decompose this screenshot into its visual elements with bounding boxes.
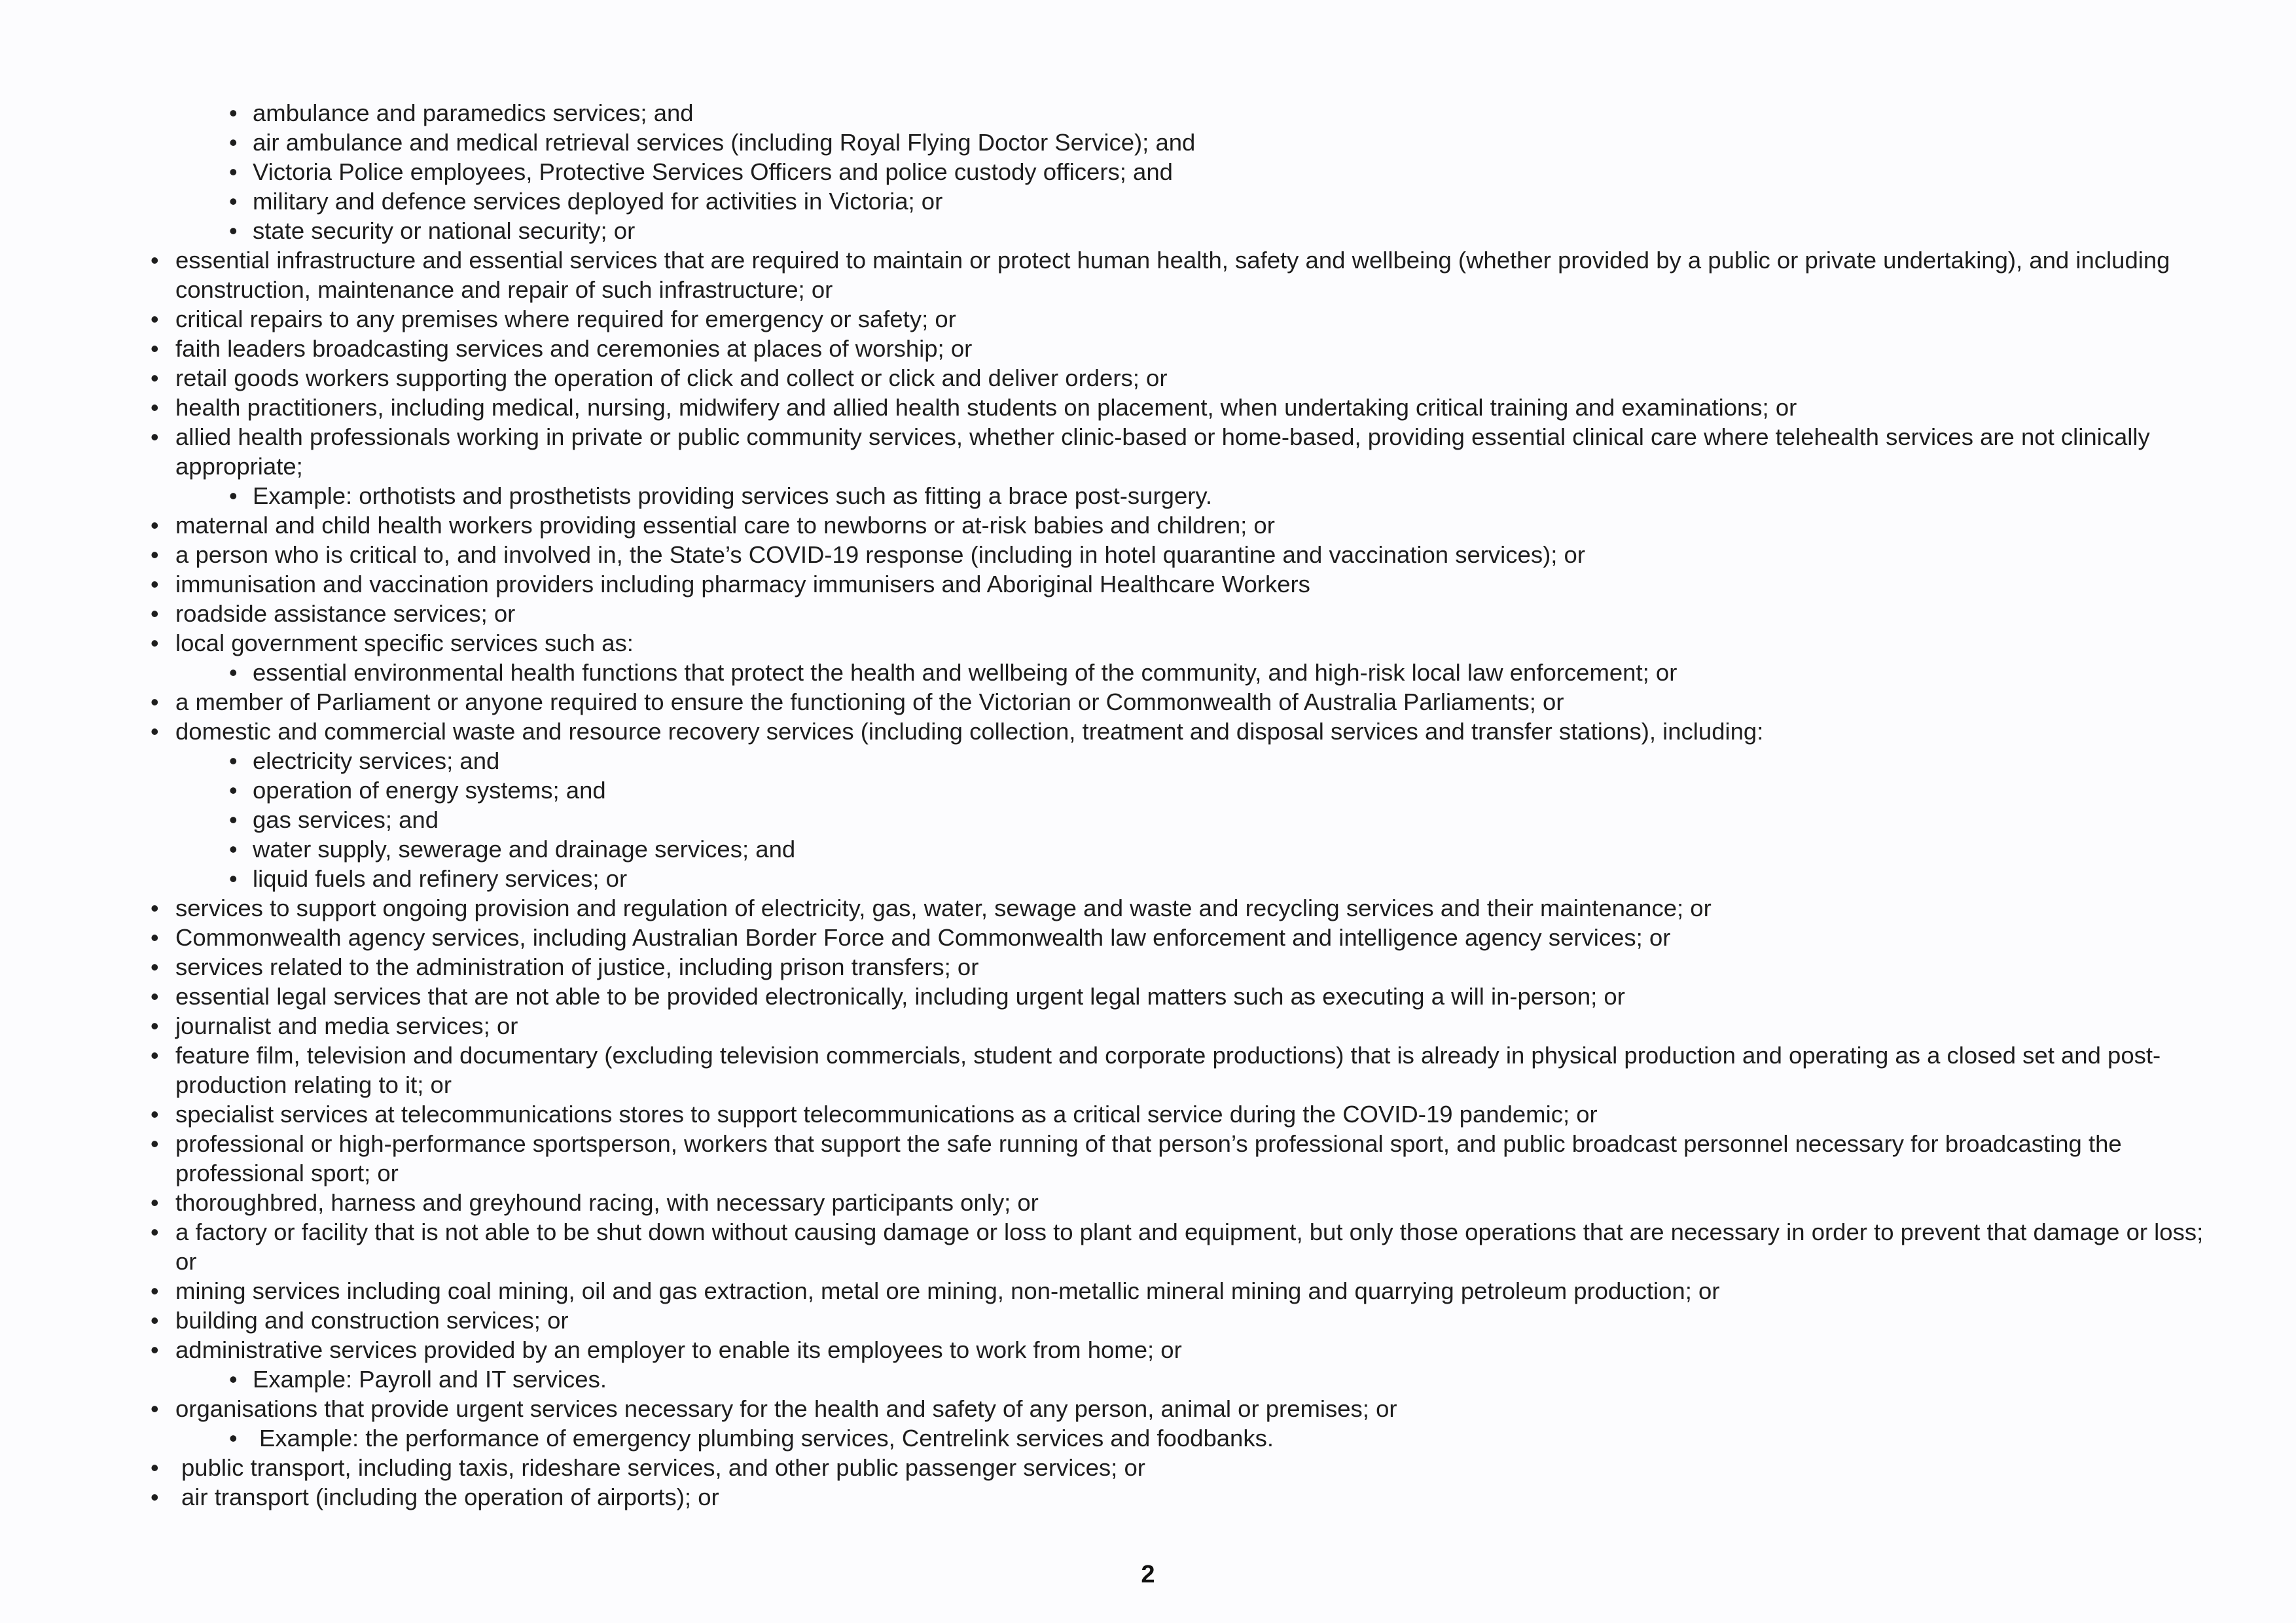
sub-list-item — [0, 658, 2210, 687]
list-item-text: specialist services at telecommunications stores to support telecommunications as a critical service during the COVID-19 pandemic; or — [175, 1101, 1598, 1128]
bullet-icon: • — [229, 659, 238, 686]
bullet-icon: • — [151, 1336, 159, 1363]
list-item — [0, 334, 2211, 363]
list-item-text: Victoria Police employees, Protective Services Officers and police custody officers; and — [253, 158, 1173, 185]
list-item — [0, 363, 2211, 393]
list-item — [0, 1276, 2211, 1306]
list-item-text: Example: Payroll and IT services. — [253, 1366, 607, 1393]
bullet-icon: • — [229, 129, 238, 156]
sub-list-item — [0, 98, 2210, 128]
list-item — [0, 1011, 2211, 1041]
bullet-icon: • — [151, 541, 159, 568]
list-item — [0, 923, 2211, 952]
list-item-text: liquid fuels and refinery services; or — [253, 865, 628, 892]
list-item-text: services related to the administration of justice, including prison transfers; or — [175, 954, 979, 980]
sub-list-item — [0, 128, 2210, 157]
bullet-icon: • — [151, 924, 159, 951]
list-item — [0, 1041, 2211, 1099]
list-item — [0, 1482, 2217, 1512]
bullet-icon: • — [151, 1189, 159, 1216]
bullet-icon: • — [151, 718, 159, 745]
list-item — [0, 1335, 2211, 1364]
list-item-text: ambulance and paramedics services; and — [253, 99, 694, 126]
list-item-text: building and construction services; or — [175, 1307, 569, 1334]
bullet-icon: • — [151, 512, 159, 539]
list-item-text: air ambulance and medical retrieval services (including Royal Flying Doctor Service); and — [253, 129, 1196, 156]
list-item-text: services to support ongoing provision and regulation of electricity, gas, water, sewage and waste and recycling services and their maintenance; or — [175, 895, 1712, 921]
bullet-icon: • — [229, 806, 238, 833]
list-item — [0, 304, 2211, 334]
list-item — [0, 982, 2211, 1011]
bullet-icon: • — [151, 1101, 159, 1128]
list-item-text: health practitioners, including medical, nursing, midwifery and allied health students on placement, when undertaking critical training and examinations; or — [175, 394, 1797, 421]
bullet-icon: • — [229, 836, 238, 863]
list-item-text: professional or high-performance sportsperson, workers that support the safe running of that person’s professional sport, and public broadcast personnel necessary for broadcasting the professional sport; or — [175, 1130, 2122, 1186]
list-item-text: immunisation and vaccination providers including pharmacy immunisers and Aboriginal Healthcare Workers — [175, 571, 1310, 597]
bullet-icon: • — [151, 1042, 159, 1069]
bullet-icon: • — [151, 1277, 159, 1304]
bullet-icon: • — [229, 865, 238, 892]
bullet-icon: • — [151, 1484, 159, 1510]
bullet-icon: • — [229, 99, 238, 126]
list-item-text: mining services including coal mining, oil and gas extraction, metal ore mining, non-metallic mineral mining and quarrying petroleum production; or — [175, 1277, 1720, 1304]
list-item — [0, 1129, 2211, 1188]
list-item-text: a person who is critical to, and involved in, the State’s COVID-19 response (including in hotel quarantine and vaccination services); or — [175, 541, 1585, 568]
bullet-icon: • — [151, 954, 159, 980]
list-item — [0, 245, 2211, 304]
bullet-icon: • — [151, 1012, 159, 1039]
list-item-text: critical repairs to any premises where required for emergency or safety; or — [175, 306, 956, 332]
sub-list-item — [0, 1423, 2216, 1453]
list-item-text: gas services; and — [253, 806, 439, 833]
sub-list-item — [0, 157, 2210, 187]
sub-list-item — [0, 746, 2210, 776]
list-item-text: military and defence services deployed for activities in Victoria; or — [253, 188, 943, 215]
list-item-text: essential legal services that are not able to be provided electronically, including urgent legal matters such as executing a will in-person; or — [175, 983, 1625, 1010]
list-item-text: faith leaders broadcasting services and ceremonies at places of worship; or — [175, 335, 973, 362]
list-item — [0, 393, 2211, 422]
list-item-text: electricity services; and — [253, 747, 500, 774]
sub-list-item — [0, 481, 2210, 510]
bullet-icon: • — [229, 482, 238, 509]
list-item-text: a factory or facility that is not able to be shut down without causing damage or loss to plant and equipment, but only those operations that are necessary in order to prevent that damage or loss; or — [175, 1219, 2204, 1275]
list-item — [0, 687, 2211, 717]
list-item — [0, 599, 2211, 628]
bullet-icon: • — [151, 1219, 159, 1245]
list-item — [0, 422, 2211, 481]
list-item-text: local government specific services such as: — [175, 630, 634, 656]
list-item — [0, 1217, 2211, 1276]
bullet-icon: • — [151, 1307, 159, 1334]
list-item-text: thoroughbred, harness and greyhound racing, with necessary participants only; or — [175, 1189, 1039, 1216]
list-item-text: roadside assistance services; or — [175, 600, 516, 627]
sub-list-item — [0, 216, 2210, 245]
list-item — [0, 510, 2211, 540]
sub-list-item — [0, 187, 2210, 216]
bullet-icon: • — [151, 1395, 159, 1422]
list-item-text: state security or national security; or — [253, 217, 636, 244]
bullet-icon: • — [151, 394, 159, 421]
bullet-icon: • — [229, 188, 238, 215]
list-item-text: Example: the performance of emergency plumbing services, Centrelink services and foodbanks. — [259, 1425, 1274, 1452]
bullet-icon: • — [151, 423, 159, 450]
bullet-icon: • — [151, 306, 159, 332]
bullet-icon: • — [151, 1130, 159, 1157]
list-item-text: a member of Parliament or anyone required to ensure the functioning of the Victorian or Commonwealth of Australia Parliaments; or — [175, 688, 1564, 715]
bullet-icon: • — [229, 217, 238, 244]
list-item-text: operation of energy systems; and — [253, 777, 606, 804]
list-item — [0, 1394, 2211, 1423]
document-body — [0, 98, 2296, 1512]
list-item — [0, 717, 2211, 746]
list-item-text: maternal and child health workers providing essential care to newborns or at-risk babies and children; or — [175, 512, 1275, 539]
bullet-icon: • — [229, 1366, 238, 1393]
list-item-text: organisations that provide urgent services necessary for the health and safety of any person, animal or premises; or — [175, 1395, 1397, 1422]
list-item-text: essential environmental health functions that protect the health and wellbeing of the community, and high-risk local law enforcement; or — [253, 659, 1677, 686]
list-item-text: Example: orthotists and prosthetists providing services such as fitting a brace post-surgery. — [253, 482, 1213, 509]
bullet-icon: • — [151, 247, 159, 274]
bullet-icon: • — [229, 158, 238, 185]
list-item-text: administrative services provided by an employer to enable its employees to work from home; or — [175, 1336, 1182, 1363]
list-item — [0, 1306, 2211, 1335]
bullet-icon: • — [151, 365, 159, 391]
list-item-text: water supply, sewerage and drainage services; and — [253, 836, 796, 863]
list-item-text: Commonwealth agency services, including Australian Border Force and Commonwealth law enforcement and intelligence agency services; or — [175, 924, 1671, 951]
sub-list-item — [0, 834, 2210, 864]
list-item — [0, 1453, 2217, 1482]
bullet-icon: • — [151, 571, 159, 597]
list-item-text: journalist and media services; or — [175, 1012, 518, 1039]
bullet-icon: • — [151, 983, 159, 1010]
page-number: 2 — [1141, 1561, 1155, 1588]
sub-list-item — [0, 864, 2210, 893]
list-item — [0, 540, 2211, 569]
bullet-icon: • — [151, 688, 159, 715]
bullet-icon: • — [229, 777, 238, 804]
bullet-icon: • — [229, 1425, 238, 1452]
list-item — [0, 952, 2211, 982]
bullet-icon: • — [151, 630, 159, 656]
sub-list-item — [0, 776, 2210, 805]
list-item-text: allied health professionals working in private or public community services, whether clinic-based or home-based, providing essential clinical care where telehealth services are not clinically appropriate; — [175, 423, 2150, 480]
list-item-text: public transport, including taxis, rideshare services, and other public passenger services; or — [181, 1454, 1145, 1481]
list-item-text: domestic and commercial waste and resource recovery services (including collection, treatment and disposal services and transfer stations), including: — [175, 718, 1764, 745]
list-item-text: retail goods workers supporting the operation of click and collect or click and deliver orders; or — [175, 365, 1168, 391]
list-item-text: feature film, television and documentary (excluding television commercials, student and corporate productions) that is already in physical production and operating as a closed set and post-production relating to it; or — [175, 1042, 2161, 1098]
list-item — [0, 893, 2211, 923]
list-item-text: essential infrastructure and essential services that are required to maintain or protect human health, safety and wellbeing (whether provided by a public or private undertaking), and including construction, maintenance and repair of such infrastructure; or — [175, 247, 2170, 303]
bullet-icon: • — [151, 895, 159, 921]
list-item — [0, 1188, 2211, 1217]
sub-list-item — [0, 805, 2210, 834]
list-item — [0, 1099, 2211, 1129]
sub-list-item — [0, 1364, 2210, 1394]
list-item — [0, 569, 2211, 599]
bullet-icon: • — [151, 1454, 159, 1481]
bullet-icon: • — [229, 747, 238, 774]
list-item — [0, 628, 2211, 658]
bullet-icon: • — [151, 600, 159, 627]
bullet-icon: • — [151, 335, 159, 362]
list-item-text: air transport (including the operation of airports); or — [181, 1484, 719, 1510]
